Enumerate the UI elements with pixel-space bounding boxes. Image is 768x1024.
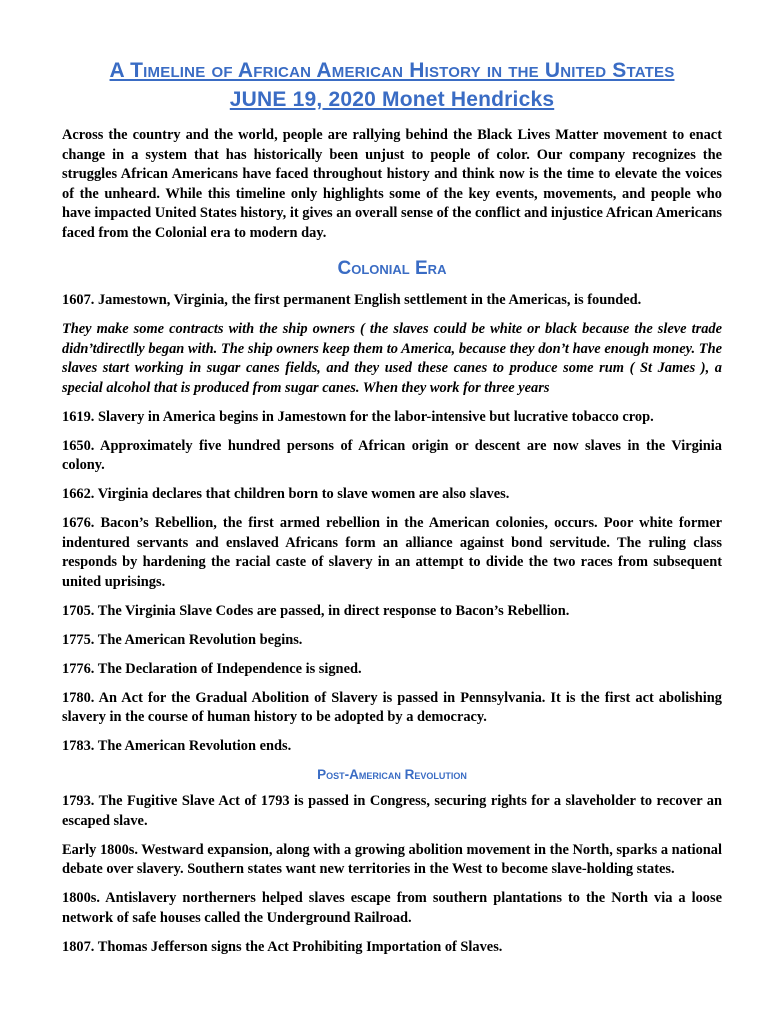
timeline-entry: 1662. Virginia declares that children born to slave women are also slaves.: [62, 486, 510, 502]
timeline-entry: 1619. Slavery in America begins in Jamestown for the labor-intensive but lucrative tobacco crop.: [62, 408, 654, 425]
timeline-entry: 1705. The Virginia Slave Codes are passed, in direct response to Bacon’s Rebellion.: [62, 602, 570, 619]
post-revolution-heading: Post-American Revolution: [317, 767, 467, 782]
colonial-era-heading: Colonial Era: [337, 258, 447, 279]
italic-note: They make some contracts with the ship owners ( the slaves could be white or black because the sleve trade didn’tdirectlly began with. The ship owners keep them to America, because they don’t have enough money. The slaves start working in sugar canes fields, and they used these canes to produce some rum ( St James ), a special alcohol that is produced from sugar canes. When they work for three years: [62, 321, 722, 396]
title-line-2: JUNE 19, 2020 Monet Hendricks: [229, 88, 555, 111]
timeline-entry: 1800s. Antislavery northerners helped slaves escape from southern plantations to the North via a loose network of safe houses called the Underground Railroad.: [62, 890, 722, 926]
timeline-entry: 1793. The Fugitive Slave Act of 1793 is passed in Congress, securing rights for a slaveholder to recover an escaped slave.: [62, 793, 722, 829]
timeline-entry: 1776. The Declaration of Independence is signed.: [62, 660, 362, 677]
timeline-entry: 1807. Thomas Jefferson signs the Act Prohibiting Importation of Slaves.: [62, 938, 503, 955]
timeline-entry: 1783. The American Revolution ends.: [62, 738, 292, 754]
document-title: [62, 56, 722, 114]
timeline-entry: 1780. An Act for the Gradual Abolition of Slavery is passed in Pennsylvania. It is the first act abolishing slavery in the course of human history to be adopted by a democracy.: [62, 689, 722, 725]
title-line-1: A Timeline of African American History in the United States: [109, 59, 675, 82]
intro-paragraph: Across the country and the world, people are rallying behind the Black Lives Matter movement to enact change in a system that has historically been unjust to people of color. Our company recognizes the struggles African Americans have faced throughout history and think now is the time to elevate the voices of the unheard. While this timeline only highlights some of the key events, movements, and people who have impacted United States history, it gives an overall sense of the conflict and injustice African Americans faced from the Colonial era to modern day.: [62, 127, 722, 241]
timeline-entry: 1650. Approximately five hundred persons of African origin or descent are now slaves in the Virginia colony.: [62, 437, 722, 473]
timeline-entry: 1775. The American Revolution begins.: [62, 631, 303, 648]
timeline-entry: 1607. Jamestown, Virginia, the first permanent English settlement in the Americas, is founded.: [62, 292, 642, 308]
document-page: [62, 56, 722, 967]
timeline-entry: 1676. Bacon’s Rebellion, the first armed rebellion in the American colonies, occurs. Poor white former indentured servants and enslaved Africans form an alliance against bond servitude. The ruling class responds by hardening the racial caste of slavery in an attempt to divide the two races from subsequent united uprisings.: [62, 515, 722, 590]
timeline-entry: Early 1800s. Westward expansion, along with a growing abolition movement in the North, sparks a national debate over slavery. Southern states want new territories in the West to become slave-holding states.: [62, 841, 722, 877]
